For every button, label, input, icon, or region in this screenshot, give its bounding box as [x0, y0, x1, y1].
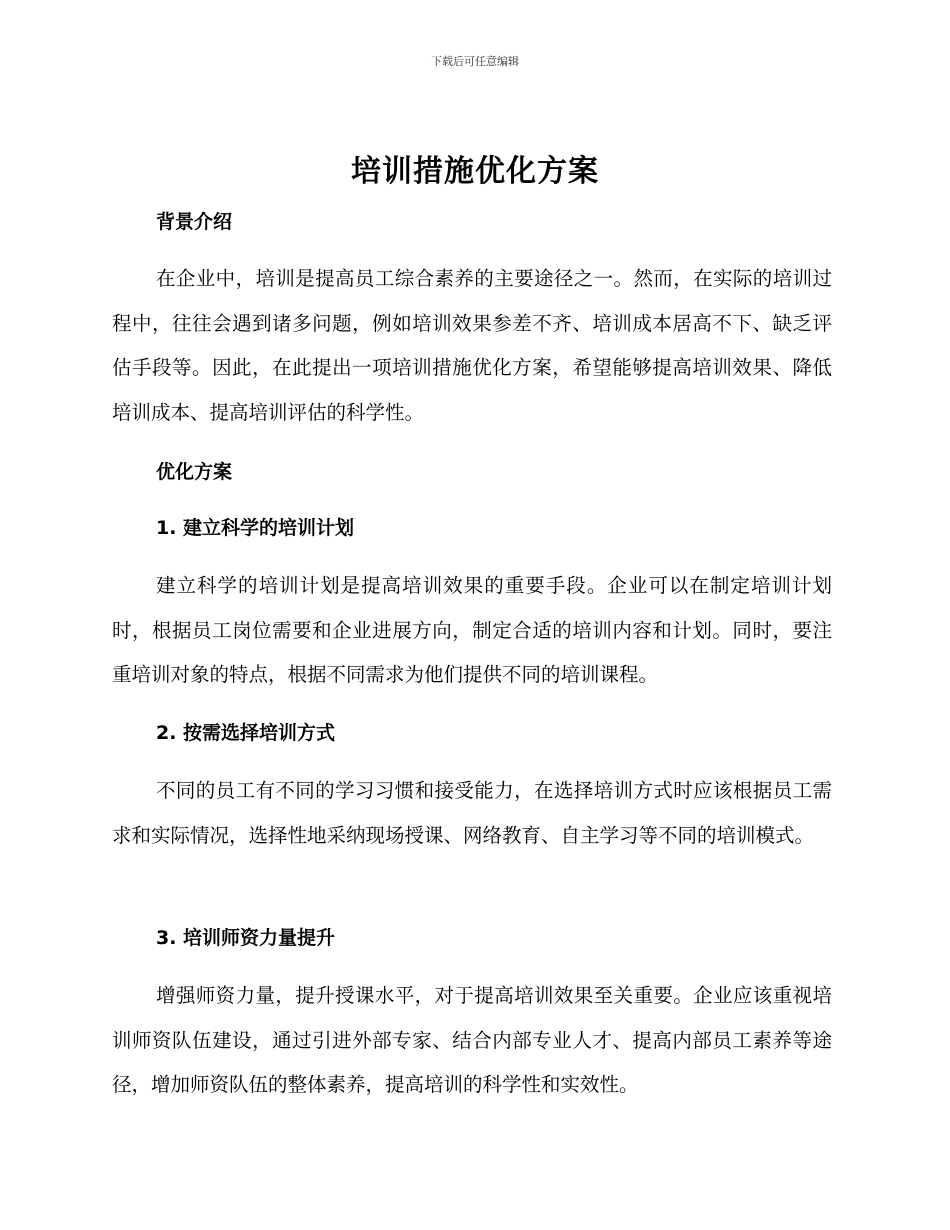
section-body-background: 在企业中，培训是提高员工综合素养的主要途径之一。然而，在实际的培训过程中，往往会遇到诸多问题，例如培训效果参差不齐、培训成本居高不下、缺乏评估手段等。因此，在此提出一项培训措施优化方案，希望能够提高培训效果、降低培训成本、提高培训评估的科学性。 [112, 267, 832, 424]
section-heading-background: 背景介绍 [156, 211, 233, 233]
section-body-item3: 增强师资力量，提升授课水平，对于提高培训效果至关重要。企业应该重视培训师资队伍建设，通过引进外部专家、结合内部专业人才、提高内部员工素养等途径，增加师资队伍的整体素养，提高培训的科学性和实效性。 [112, 984, 832, 1096]
section-heading-item1: 1. 建立科学的培训计划 [156, 517, 355, 539]
section-heading-item2: 2. 按需选择培训方式 [156, 722, 336, 744]
section-heading-item3: 3. 培训师资力量提升 [156, 927, 336, 949]
document-title: 培训措施优化方案 [351, 154, 599, 189]
section-body-item1: 建立科学的培训计划是提高培训效果的重要手段。企业可以在制定培训计划时，根据员工岗位需要和企业进展方向，制定合适的培训内容和计划。同时，要注重培训对象的特点，根据不同需求为他们提供不同的培训课程。 [112, 574, 832, 686]
header-note: 下载后可任意编辑 [431, 55, 519, 68]
section-heading-plan: 优化方案 [156, 461, 233, 483]
section-body-item2: 不同的员工有不同的学习习惯和接受能力，在选择培训方式时应该根据员工需求和实际情况，选择性地采纳现场授课、网络教育、自主学习等不同的培训模式。 [112, 779, 832, 847]
